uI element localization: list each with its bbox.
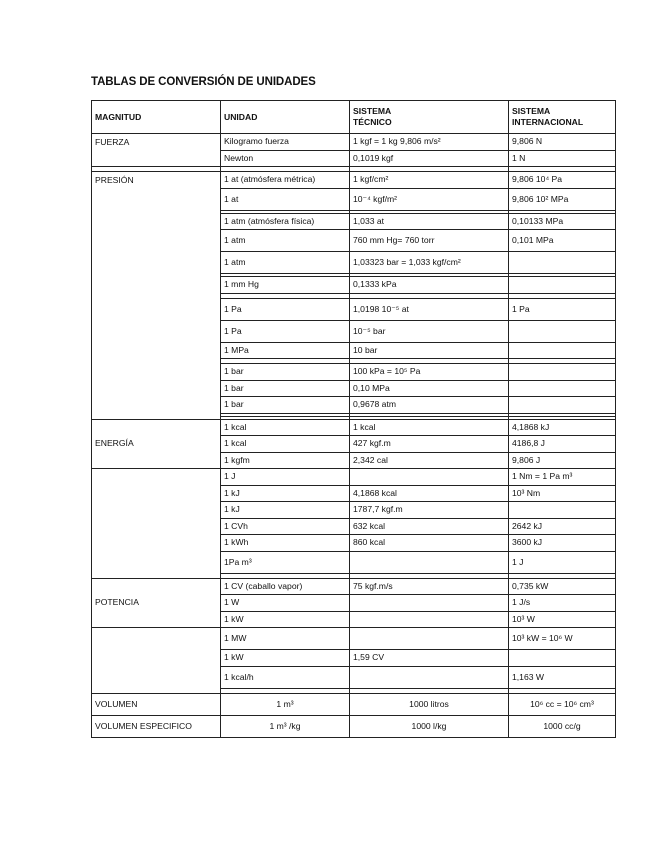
cell-unidad: 1 J: [221, 469, 350, 486]
header-sistema-tecnico: [350, 101, 509, 134]
cell-unidad: 1 MW: [221, 628, 350, 650]
cell-tecnico: [350, 595, 509, 612]
magnitud-volumen: VOLUMEN: [92, 693, 221, 715]
cell-unidad: 1 kJ: [221, 485, 350, 502]
table-row: [92, 469, 616, 486]
cell-internacional: 10³ W: [509, 611, 616, 628]
cell-tecnico: 1 kgf/cm²: [350, 172, 509, 189]
cell-unidad: 1 atm (atmósfera física): [221, 213, 350, 230]
cell-tecnico: 0,1019 kgf: [350, 150, 509, 167]
cell-unidad: 1 mm Hg: [221, 277, 350, 294]
cell-internacional: 0,735 kW: [509, 578, 616, 595]
table-row: [92, 715, 616, 737]
cell-tecnico: 1,033 at: [350, 213, 509, 230]
table-row: [92, 134, 616, 151]
cell-tecnico: 1000 litros: [350, 693, 509, 715]
cell-unidad: 1 kW: [221, 611, 350, 628]
cell-internacional: 1,163 W: [509, 666, 616, 688]
magnitud-energia-continued: [92, 469, 221, 579]
page-title: TABLAS DE CONVERSIÓN DE UNIDADES: [91, 76, 316, 88]
cell-internacional: 4186,8 J: [509, 436, 616, 453]
cell-unidad: 1Pa m³: [221, 551, 350, 573]
cell-internacional: 0,10133 MPa: [509, 213, 616, 230]
cell-internacional: 10³ kW = 10⁶ W: [509, 628, 616, 650]
cell-tecnico: 1,0198 10⁻⁵ at: [350, 298, 509, 320]
cell-tecnico: [350, 611, 509, 628]
cell-tecnico: 1787,7 kgf.m: [350, 502, 509, 519]
cell-unidad: 1 kcal: [221, 419, 350, 436]
cell-internacional: 10⁶ cc = 10⁶ cm³: [509, 693, 616, 715]
cell-unidad: 1 CV (caballo vapor): [221, 578, 350, 595]
magnitud-potencia-continued: [92, 628, 221, 694]
cell-unidad: 1 bar: [221, 397, 350, 414]
cell-tecnico: 1000 l/kg: [350, 715, 509, 737]
cell-internacional: [509, 252, 616, 274]
cell-tecnico: 0,9678 atm: [350, 397, 509, 414]
cell-tecnico: [350, 666, 509, 688]
cell-internacional: 10³ Nm: [509, 485, 616, 502]
cell-tecnico: 10 bar: [350, 342, 509, 359]
cell-tecnico: 75 kgf.m/s: [350, 578, 509, 595]
cell-unidad: 1 Pa: [221, 320, 350, 342]
table-row: [92, 693, 616, 715]
cell-internacional: 9,806 10⁴ Pa: [509, 172, 616, 189]
cell-internacional: 9,806 10² MPa: [509, 188, 616, 210]
cell-unidad: 1 bar: [221, 364, 350, 381]
cell-unidad: 1 m³: [221, 693, 350, 715]
cell-tecnico: 427 kgf.m: [350, 436, 509, 453]
conversion-table: [91, 100, 616, 738]
cell-internacional: 4,1868 kJ: [509, 419, 616, 436]
cell-tecnico: 1,59 CV: [350, 650, 509, 667]
cell-tecnico: 0,10 MPa: [350, 380, 509, 397]
header-unidad: UNIDAD: [221, 101, 350, 134]
cell-unidad: 1 W: [221, 595, 350, 612]
cell-unidad: 1 atm: [221, 252, 350, 274]
cell-internacional: 1 Nm = 1 Pa m³: [509, 469, 616, 486]
cell-tecnico: 0,1333 kPa: [350, 277, 509, 294]
header-sistema-internacional: [509, 101, 616, 134]
header-sistema-internacional-line1: SISTEMA: [512, 106, 551, 116]
cell-tecnico: [350, 551, 509, 573]
cell-internacional: 1 J: [509, 551, 616, 573]
magnitud-fuerza: FUERZA: [92, 134, 221, 167]
cell-unidad: 1 kWh: [221, 535, 350, 552]
cell-internacional: 0,101 MPa: [509, 230, 616, 252]
cell-internacional: 1000 cc/g: [509, 715, 616, 737]
cell-unidad: 1 kJ: [221, 502, 350, 519]
cell-internacional: 1 Pa: [509, 298, 616, 320]
cell-unidad: 1 kcal: [221, 436, 350, 453]
cell-tecnico: [350, 628, 509, 650]
cell-unidad: Newton: [221, 150, 350, 167]
header-magnitud: MAGNITUD: [92, 101, 221, 134]
cell-internacional: 1 J/s: [509, 595, 616, 612]
cell-internacional: [509, 320, 616, 342]
cell-tecnico: 10⁻⁴ kgf/m²: [350, 188, 509, 210]
cell-unidad: 1 bar: [221, 380, 350, 397]
cell-tecnico: 1,03323 bar = 1,033 kgf/cm²: [350, 252, 509, 274]
table-row: [92, 578, 616, 595]
cell-unidad: 1 kgfm: [221, 452, 350, 469]
cell-unidad: 1 at (atmósfera métrica): [221, 172, 350, 189]
cell-unidad: 1 kW: [221, 650, 350, 667]
cell-internacional: [509, 342, 616, 359]
table-row: [92, 172, 616, 189]
cell-tecnico: 10⁻⁵ bar: [350, 320, 509, 342]
cell-internacional: [509, 277, 616, 294]
header-sistema-tecnico-line1: SISTEMA: [353, 106, 392, 116]
magnitud-presion: PRESIÓN: [92, 172, 221, 420]
header-sistema-internacional-line2: INTERNACIONAL: [512, 117, 584, 127]
cell-unidad: 1 Pa: [221, 298, 350, 320]
cell-internacional: [509, 380, 616, 397]
table-header-row: [92, 101, 616, 134]
cell-unidad: 1 CVh: [221, 518, 350, 535]
cell-tecnico: 860 kcal: [350, 535, 509, 552]
cell-internacional: 9,806 N: [509, 134, 616, 151]
magnitud-volumen-especifico: VOLUMEN ESPECIFICO: [92, 715, 221, 737]
cell-unidad: Kilogramo fuerza: [221, 134, 350, 151]
magnitud-energia: ENERGÍA: [92, 419, 221, 469]
table-row: [92, 419, 616, 436]
cell-tecnico: 760 mm Hg= 760 torr: [350, 230, 509, 252]
cell-internacional: 3600 kJ: [509, 535, 616, 552]
cell-unidad: 1 MPa: [221, 342, 350, 359]
cell-tecnico: 632 kcal: [350, 518, 509, 535]
cell-unidad: 1 atm: [221, 230, 350, 252]
cell-tecnico: 100 kPa = 10⁵ Pa: [350, 364, 509, 381]
magnitud-potencia: POTENCIA: [92, 578, 221, 628]
cell-internacional: [509, 364, 616, 381]
cell-tecnico: 1 kgf = 1 kg 9,806 m/s²: [350, 134, 509, 151]
cell-internacional: [509, 397, 616, 414]
cell-internacional: 1 N: [509, 150, 616, 167]
cell-tecnico: [350, 469, 509, 486]
cell-tecnico: 4,1868 kcal: [350, 485, 509, 502]
table-row: [92, 628, 616, 650]
cell-internacional: 9,806 J: [509, 452, 616, 469]
header-sistema-tecnico-line2: TÉCNICO: [353, 117, 392, 127]
cell-unidad: 1 m³ /kg: [221, 715, 350, 737]
cell-unidad: 1 at: [221, 188, 350, 210]
cell-internacional: [509, 650, 616, 667]
cell-tecnico: 2,342 cal: [350, 452, 509, 469]
cell-internacional: 2642 kJ: [509, 518, 616, 535]
cell-tecnico: 1 kcal: [350, 419, 509, 436]
cell-unidad: 1 kcal/h: [221, 666, 350, 688]
cell-internacional: [509, 502, 616, 519]
